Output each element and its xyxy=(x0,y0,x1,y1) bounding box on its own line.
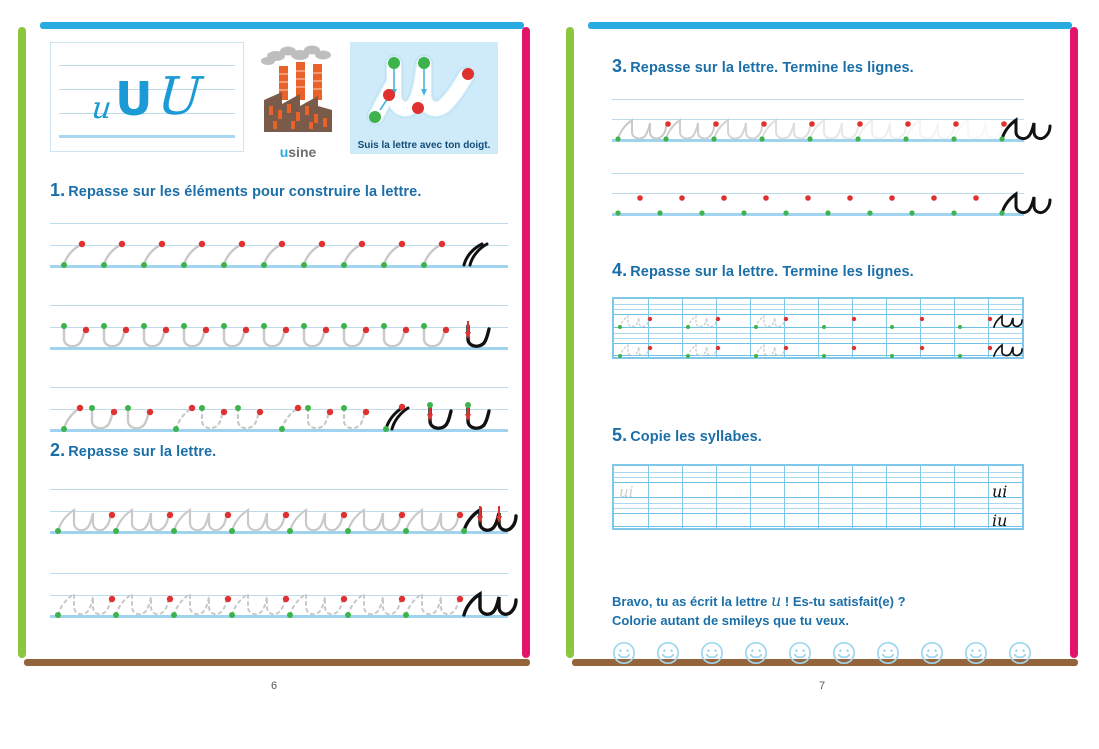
trace-letter-outline xyxy=(350,42,498,134)
exercise-5-model-syllable-2: iu xyxy=(992,511,1008,530)
letter-presentation-row xyxy=(50,40,508,168)
model-box-glyphs xyxy=(51,43,243,151)
page-edge-bottom-left xyxy=(24,659,530,666)
exercise-5-title: Copie les syllabes. xyxy=(630,429,762,445)
exercise-5-seyes-grid[interactable] xyxy=(612,464,1024,530)
bravo-line1-before: Bravo, tu as écrit la lettre xyxy=(612,594,768,609)
bravo-block xyxy=(612,590,1056,665)
exercise-2-number: 2. xyxy=(50,440,66,460)
smiley-face-icon[interactable] xyxy=(920,641,944,665)
exercise-5-number: 5. xyxy=(612,425,628,445)
exercise-4 xyxy=(612,260,1056,359)
page-edge-right-left xyxy=(522,27,530,658)
exercise-5-heading xyxy=(612,425,1056,446)
exercise-1-line-2[interactable] xyxy=(50,299,508,351)
exercise-5-model-syllable-1: ui xyxy=(992,482,1008,501)
exercise-5 xyxy=(612,425,1056,530)
page-edge-right-right xyxy=(1070,27,1078,658)
bravo-text xyxy=(612,590,1056,629)
model-cursive-lowercase: u xyxy=(89,91,111,126)
left-page xyxy=(18,22,530,694)
smiley-face-icon[interactable] xyxy=(788,641,812,665)
exercise-2-title: Repasse sur la lettre. xyxy=(68,444,217,460)
trace-panel-caption: Suis la lettre avec ton doigt. xyxy=(357,140,491,151)
left-page-content xyxy=(44,40,508,648)
exercise-1 xyxy=(50,180,508,433)
exercise-4-title: Repasse sur la lettre. Termine les lignes. xyxy=(630,264,914,280)
exercise-1-heading xyxy=(50,180,508,201)
exercise-5-ghost-syllable: ui xyxy=(619,483,634,501)
smiley-face-icon[interactable] xyxy=(612,641,636,665)
smiley-face-icon[interactable] xyxy=(1008,641,1032,665)
keyword-picture-block xyxy=(256,44,340,162)
keyword-label xyxy=(256,144,340,160)
page-number-right: 7 xyxy=(818,680,826,692)
letter-model-box xyxy=(50,42,244,152)
bravo-line1-after: ! Es-tu satisfait(e) ? xyxy=(784,594,906,609)
smiley-rating-row[interactable] xyxy=(612,641,1056,665)
smiley-face-icon[interactable] xyxy=(832,641,856,665)
exercise-2-line-1[interactable] xyxy=(50,483,508,535)
keyword-rest: sine xyxy=(288,144,317,160)
right-page-content xyxy=(592,40,1056,648)
bravo-line2: Colorie autant de smileys que tu veux. xyxy=(612,612,849,628)
smiley-face-icon[interactable] xyxy=(656,641,680,665)
smiley-face-icon[interactable] xyxy=(700,641,724,665)
exercise-3-line-2[interactable] xyxy=(612,169,1024,217)
page-number-left: 6 xyxy=(270,680,278,692)
page-edge-left-right xyxy=(566,27,574,658)
exercise-2-heading xyxy=(50,440,508,461)
smiley-face-icon[interactable] xyxy=(964,641,988,665)
exercise-1-line-3[interactable] xyxy=(50,381,508,433)
bravo-letter: u xyxy=(770,591,782,610)
exercise-2 xyxy=(50,440,508,619)
factory-illustration xyxy=(256,44,340,136)
exercise-4-heading xyxy=(612,260,1056,281)
exercise-3-heading xyxy=(612,56,1056,77)
finger-trace-panel[interactable] xyxy=(350,42,498,154)
page-edge-top-right xyxy=(588,22,1072,29)
exercise-3-title: Repasse sur la lettre. Termine les lignes. xyxy=(630,60,914,76)
exercise-4-seyes-grid[interactable] xyxy=(612,297,1024,359)
model-cursive-uppercase: U xyxy=(156,67,205,127)
exercise-3-number: 3. xyxy=(612,56,628,76)
model-print-uppercase: U xyxy=(115,72,153,126)
exercise-3 xyxy=(612,56,1056,217)
exercise-1-title: Repasse sur les éléments pour construire la lettre. xyxy=(68,184,422,200)
exercise-3-line-1[interactable] xyxy=(612,95,1024,143)
right-page xyxy=(566,22,1078,694)
exercise-2-line-2[interactable] xyxy=(50,567,508,619)
page-edge-left-left xyxy=(18,27,26,658)
exercise-1-line-1[interactable] xyxy=(50,217,508,269)
smiley-face-icon[interactable] xyxy=(876,641,900,665)
exercise-1-number: 1. xyxy=(50,180,66,200)
page-edge-top-left xyxy=(40,22,524,29)
smiley-face-icon[interactable] xyxy=(744,641,768,665)
keyword-initial: u xyxy=(279,144,289,160)
exercise-4-number: 4. xyxy=(612,260,628,280)
